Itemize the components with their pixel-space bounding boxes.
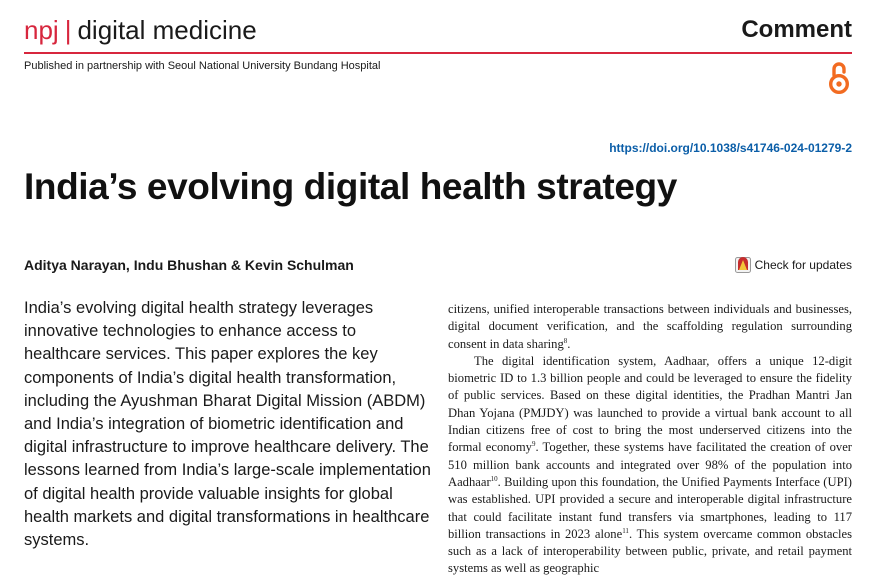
journal-separator: | — [64, 15, 72, 45]
article-title: India’s evolving digital health strategy — [24, 166, 677, 207]
article-type-label: Comment — [741, 16, 852, 43]
open-access-lock-shackle — [834, 64, 844, 75]
reference-10[interactable]: 10 — [490, 474, 498, 483]
author-list[interactable]: Aditya Narayan, Indu Bhushan & Kevin Schulman — [24, 257, 354, 273]
open-access-icon[interactable] — [826, 60, 852, 96]
journal-logo[interactable] — [24, 14, 257, 46]
abstract: India’s evolving digital health strategy leverages innovative technologies to enhance access to healthcare services. This paper explores the key components of India’s digital health transformation, including the Ayushman Bharat Digital Mission (ABDM) and India’s integration of biometric identification and digital infrastructure to improve healthcare delivery. The lessons learned from India’s large-scale implementation of digital health provide valuable insights for global health markets and digital transformations in healthcare systems. — [24, 299, 431, 550]
journal-npj: npj — [24, 15, 59, 45]
reference-9[interactable]: 9 — [531, 440, 536, 449]
body-text-column — [448, 301, 852, 578]
doi-link[interactable]: https://doi.org/10.1038/s41746-024-01279-2 — [609, 141, 852, 155]
reference-11[interactable]: 11 — [622, 526, 629, 535]
body-paragraph: The digital identification system, Aadhaar, offers a unique 12-digit biometric ID to 1.3 billion people and could be leveraged to ensure the fidelity of public services. Based on these digital identities, the Pradhan Mantri Jan Dhan Yojana (PMJDY) was launched to provide a virtual bank account to all Indian citizens free of cost to bring the most underserved citizens into the formal economy$^9$. Together, these systems have facilitated the creation of over 510 million bank accounts and integrated over 98% of the population into Aadhaar$^{10}$. Building upon this foundation, the Unified Payments Interface (UPI) was established. UPI provided a secure and interoperable digital infrastructure that could facilitate instant fund transfers via smartphones, leading to 117 billion transactions in 2023 alone$^{11}$. This system overcame common obstacles such as a lack of interoperability between public, private, and retail payment systems as well as geographic — [448, 353, 853, 576]
check-updates-icon — [735, 257, 751, 273]
open-access-lock-dot — [836, 81, 841, 86]
header-divider — [24, 52, 852, 54]
reference-8[interactable]: 8 — [563, 336, 568, 345]
journal-name: digital medicine — [77, 15, 257, 45]
body-paragraph: citizens, unified interoperable transactions between individuals and businesses, digital document verification, and the scaffolding regulation surrounding consent in data sharing$^8$. — [448, 302, 852, 351]
check-for-updates-button[interactable] — [735, 256, 852, 274]
check-for-updates-label: Check for updates — [754, 258, 852, 272]
partnership-note: Published in partnership with Seoul National University Bundang Hospital — [24, 60, 381, 72]
